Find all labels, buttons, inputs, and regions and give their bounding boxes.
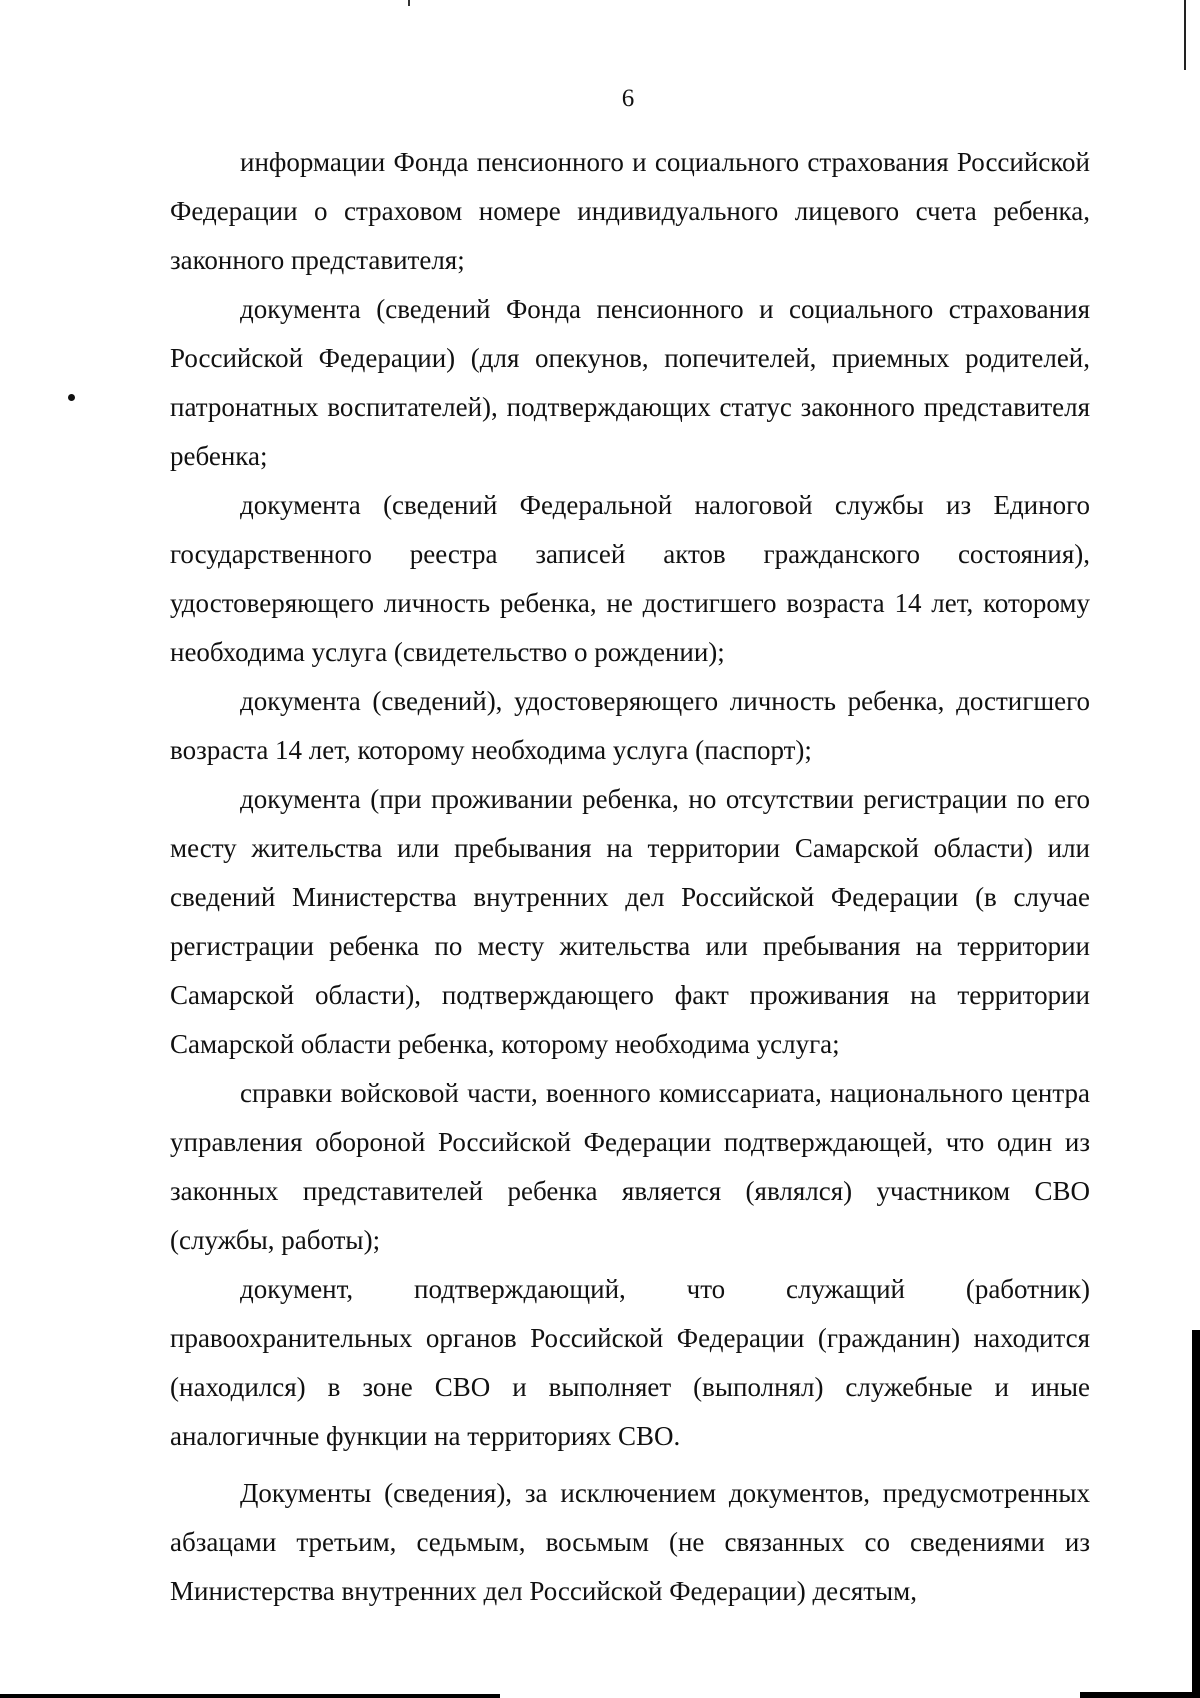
scan-artifact-edge-right xyxy=(1192,1330,1200,1698)
paragraph-residence: документа (при проживании ребенка, но отсутствии регистрации по его месту жительства или пребывания на территории Самарской области) или сведений Министерства внутренних дел Российской Федерации (в случае регистрации ребенка по месту жительства или пребывания на территории Самарской области), подтверждающего факт проживания на территории Самарской области ребенка, которому необходима услуга; xyxy=(170,784,1090,1059)
paragraph-birth-certificate: документа (сведений Федеральной налоговой службы из Единого государственного реестра записей актов гражданского состояния), удостоверяющего личность ребенка, не достигшего возраста 14 лет, которому необходима услуга (свидетельство о рождении); xyxy=(170,490,1090,667)
paragraph-law-enforcement: документ, подтверждающий, что служащий (работник) правоохранительных органов Российской Федерации (гражданин) находится (находился) в зоне СВО и выполняет (выполнял) служебные и иные аналогичные функции на территориях СВО. xyxy=(170,1274,1090,1451)
paragraph-guardian-status: документа (сведений Фонда пенсионного и социального страхования Российской Федерации) (для опекунов, попечителей, приемных родителей, патронатных воспитателей), подтверждающих статус законного представителя ребенка; xyxy=(170,294,1090,471)
paragraph-military-certificate: справки войсковой части, военного комиссариата, национального центра управления обороной Российской Федерации подтверждающей, что один из законных представителей ребенка является (являлся) участником СВО (службы, работы); xyxy=(170,1078,1090,1255)
paragraph-documents-exceptions: Документы (сведения), за исключением документов, предусмотренных абзацами третьим, седьмым, восьмым (не связанных со сведениями из Министерства внутренних дел Российской Федерации) десятым, xyxy=(170,1478,1090,1606)
document-body xyxy=(170,138,1090,1616)
paragraph-passport: документа (сведений), удостоверяющего личность ребенка, достигшего возраста 14 лет, которому необходима услуга (паспорт); xyxy=(170,686,1090,765)
scan-artifact-edge-bottom xyxy=(0,1694,500,1698)
paragraph-snils: информации Фонда пенсионного и социального страхования Российской Федерации о страховом номере индивидуального лицевого счета ребенка, законного представителя; xyxy=(170,147,1090,275)
scan-artifact-dot xyxy=(68,394,75,401)
scan-artifact-edge-top-right xyxy=(1184,0,1186,70)
scan-artifact-top xyxy=(408,0,410,6)
scan-artifact-edge-bottom-right xyxy=(1080,1692,1200,1698)
page-number: 6 xyxy=(621,85,635,112)
